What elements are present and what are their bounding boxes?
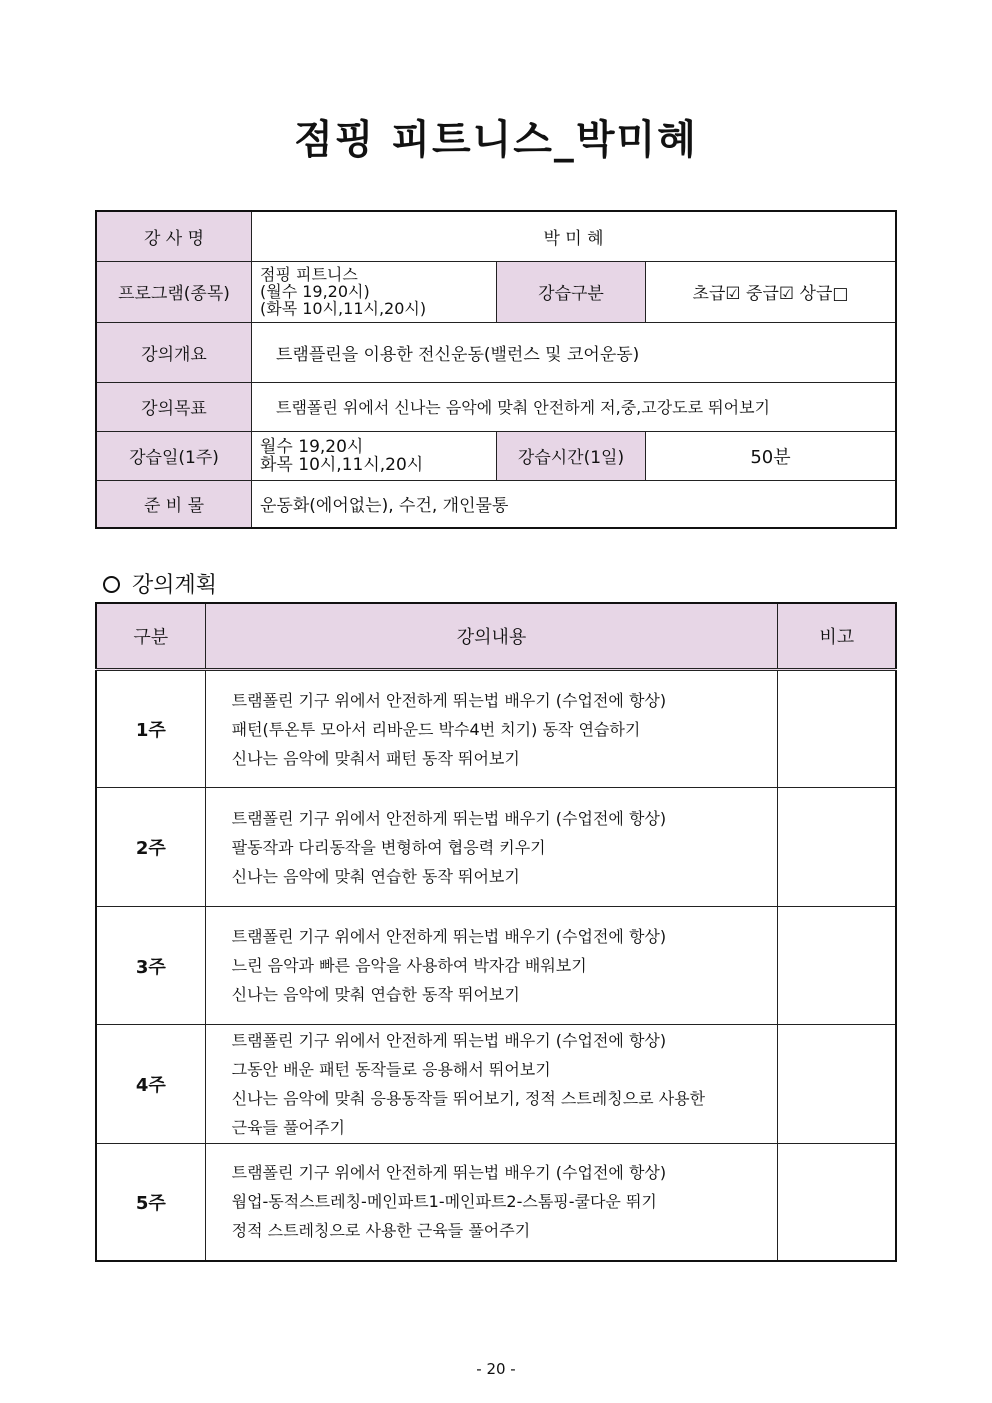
days-label: 강습일(1주) — [96, 431, 252, 480]
time-value: 50분 — [646, 431, 897, 480]
page-number: - 20 - — [476, 1360, 516, 1378]
program-line: (화목 10시,11시,20시) — [260, 299, 427, 318]
program-label: 프로그램(종목) — [96, 261, 252, 322]
plan-header-note: 비고 — [778, 603, 896, 670]
content-line: 정적 스트레칭으로 사용한 근육들 풀어주기 — [231, 1221, 531, 1241]
lecture-plan-table — [95, 602, 897, 1262]
week-label: 1주 — [96, 670, 205, 788]
program-line: 점핑 피트니스 — [260, 265, 358, 284]
content-line: 팔동작과 다리동작을 변형하여 협응력 키우기 — [231, 837, 546, 857]
week-note — [778, 1144, 896, 1261]
instructor-label: 강 사 명 — [96, 211, 252, 261]
week-note — [778, 788, 896, 907]
content-line: 느린 음악과 빠른 음악을 사용하여 박자감 배워보기 — [231, 956, 587, 975]
content-line: 그동안 배운 패턴 동작들로 응용해서 뛰어보기 — [231, 1060, 551, 1079]
week-label: 5주 — [96, 1144, 205, 1261]
days-line: 월수 19,20시 — [260, 436, 364, 457]
content-line: 신나는 음악에 맞춰 연습한 동작 뛰어보기 — [231, 866, 520, 886]
plan-header-content: 강의내용 — [205, 603, 778, 670]
overview-value: 트램플린을 이용한 전신운동(밸런스 및 코어운동) — [252, 322, 897, 382]
content-line: 패턴(투온투 모아서 리바운드 박수4번 치기) 동작 연습하기 — [231, 719, 641, 739]
plan-heading — [103, 568, 217, 599]
plan-heading-text: 강의계획 — [132, 573, 218, 598]
week-content — [205, 1025, 778, 1144]
days-value — [252, 431, 497, 480]
content-line: 신나는 음악에 맞춰 연습한 동작 뛰어보기 — [231, 985, 520, 1004]
content-line: 트램폴린 기구 위에서 안전하게 뛰는법 배우기 (수업전에 항상) — [231, 1163, 667, 1183]
program-value — [252, 261, 497, 322]
instructor-value: 박 미 혜 — [252, 211, 897, 261]
circle-bullet-icon — [103, 576, 120, 593]
goal-value: 트램폴린 위에서 신나는 음악에 맞춰 안전하게 저,중,고강도로 뛰어보기 — [252, 382, 897, 431]
content-line: 신나는 음악에 맞춰서 패턴 동작 뛰어보기 — [231, 748, 520, 768]
week-label: 2주 — [96, 788, 205, 907]
content-line: 근육들 풀어주기 — [231, 1118, 345, 1137]
level-value: 초급☑ 중급☑ 상급□ — [646, 261, 897, 322]
table-row — [96, 788, 896, 907]
page-title: 점핑 피트니스_박미혜 — [294, 117, 698, 163]
plan-header-week: 구분 — [96, 603, 205, 670]
table-row — [96, 1144, 896, 1261]
content-line: 트램폴린 기구 위에서 안전하게 뛰는법 배우기 (수업전에 항상) — [231, 927, 667, 946]
content-line: 웜업-동적스트레칭-메인파트1-메인파트2-스톰핑-쿨다운 뛰기 — [231, 1192, 657, 1212]
days-line: 화목 10시,11시,20시 — [260, 454, 424, 475]
supplies-label: 준 비 물 — [96, 480, 252, 528]
instructor-info-table — [95, 210, 897, 529]
table-row — [96, 1025, 896, 1144]
week-content — [205, 1144, 778, 1261]
table-row — [96, 907, 896, 1025]
goal-label: 강의목표 — [96, 382, 252, 431]
overview-label: 강의개요 — [96, 322, 252, 382]
week-note — [778, 670, 896, 788]
content-line: 트램폴린 기구 위에서 안전하게 뛰는법 배우기 (수업전에 항상) — [231, 808, 667, 828]
content-line: 신나는 음악에 맞춰 응용동작들 뛰어보기, 정적 스트레칭으로 사용한 — [231, 1089, 706, 1108]
table-row — [96, 670, 896, 788]
supplies-value: 운동화(에어없는), 수건, 개인물통 — [252, 480, 897, 528]
week-label: 3주 — [96, 907, 205, 1025]
week-note — [778, 1025, 896, 1144]
week-note — [778, 907, 896, 1025]
week-content — [205, 907, 778, 1025]
week-content — [205, 788, 778, 907]
program-line: (월수 19,20시) — [260, 282, 370, 301]
content-line: 트램폴린 기구 위에서 안전하게 뛰는법 배우기 (수업전에 항상) — [231, 690, 667, 710]
content-line: 트램폴린 기구 위에서 안전하게 뛰는법 배우기 (수업전에 항상) — [231, 1031, 667, 1050]
week-label: 4주 — [96, 1025, 205, 1144]
week-content — [205, 670, 778, 788]
time-label: 강습시간(1일) — [497, 431, 646, 480]
level-label: 강습구분 — [497, 261, 646, 322]
